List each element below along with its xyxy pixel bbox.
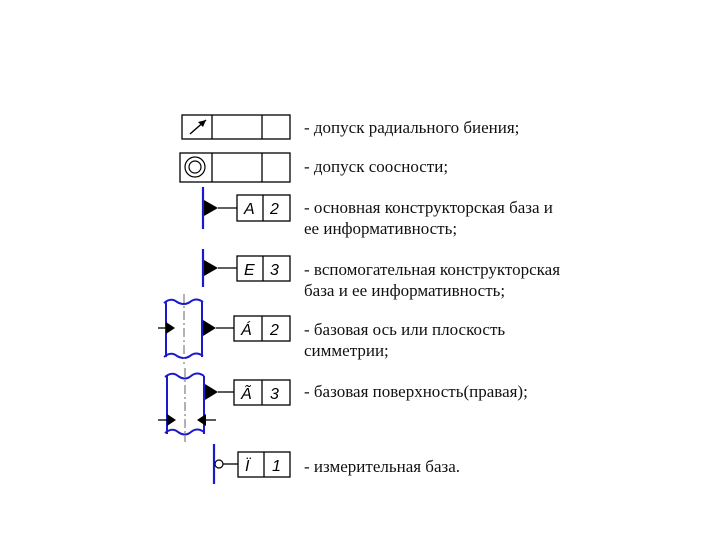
cell-number: 2: [270, 322, 279, 339]
radial-runout-frame: [182, 115, 290, 139]
label-line: - допуск радиального биения;: [304, 118, 520, 137]
label-line: - измерительная база.: [304, 457, 461, 476]
datum-main-icon: [204, 200, 218, 216]
cell-letter: Ï: [245, 458, 250, 475]
label-line: - базовая поверхность(правая);: [304, 382, 528, 401]
label-line: симметрии;: [304, 341, 389, 360]
cell-letter: E: [244, 262, 255, 279]
datum-auxiliary-icon: [204, 260, 218, 276]
label-auxiliary-datum: [304, 259, 560, 301]
cell-number: 1: [272, 458, 281, 475]
label-line: база и ее информативность;: [304, 281, 506, 300]
cell-letter: Á: [241, 322, 252, 339]
cell-number: 2: [270, 201, 279, 218]
coaxiality-frame: [180, 153, 290, 182]
coaxiality-icon: [185, 157, 205, 177]
datum-surface-symbol: [158, 368, 290, 442]
label-radial-runout: [304, 117, 519, 138]
label-measuring-base: [304, 456, 460, 477]
radial-runout-icon: [190, 120, 206, 134]
datum-surface-icon: [205, 384, 218, 400]
label-line: - основная конструкторская база и: [304, 198, 553, 217]
label-datum-surface: [304, 381, 528, 402]
label-line: - базовая ось или плоскость: [304, 320, 506, 339]
label-line: ее информативность;: [304, 219, 458, 238]
label-main-datum: [304, 197, 553, 239]
label-line: - допуск соосности;: [304, 157, 449, 176]
datum-axis-icon: [203, 320, 216, 336]
cell-letter: A: [244, 201, 255, 218]
measuring-base-icon: [215, 460, 223, 468]
cell-number: 3: [270, 386, 279, 403]
label-datum-axis: [304, 319, 505, 361]
label-coaxiality: [304, 156, 448, 177]
cell-letter: Ã: [241, 386, 252, 403]
cell-number: 3: [270, 262, 279, 279]
label-line: - вспомогательная конструкторская: [304, 260, 561, 279]
